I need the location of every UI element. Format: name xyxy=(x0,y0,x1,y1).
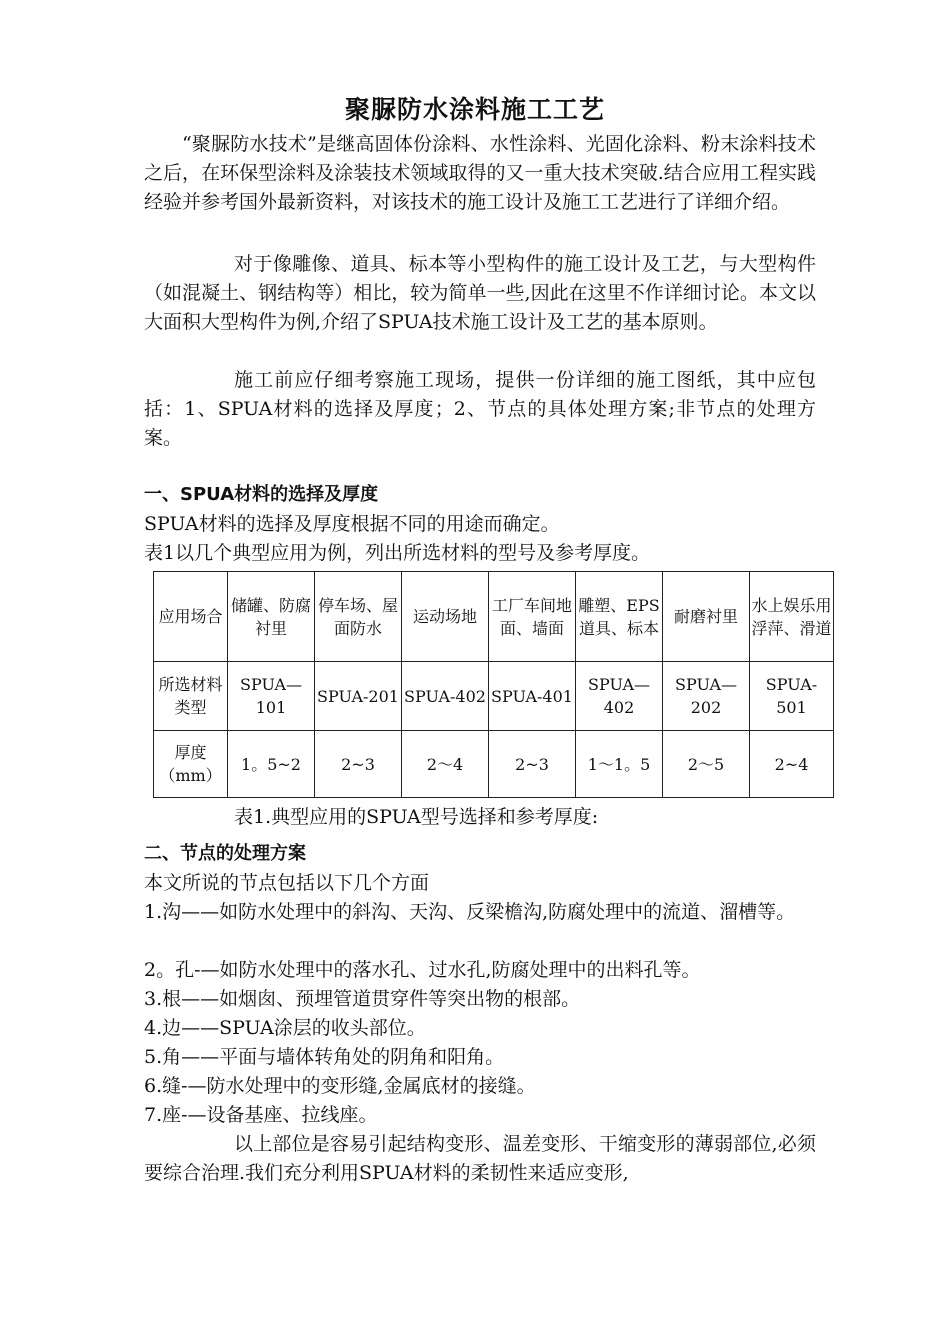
table-cell: 1。5~2 xyxy=(228,731,315,798)
list-item: 6.缝-—防水处理中的变形缝,金属底材的接缝。 xyxy=(144,1075,536,1097)
section-1-heading: 一、SPUA材料的选择及厚度 xyxy=(144,484,379,505)
table-cell: SPUA-402 xyxy=(402,662,489,731)
section-2-heading: 二、节点的处理方案 xyxy=(144,843,306,864)
table-cell: 雕塑、EPS道具、标本 xyxy=(576,572,663,662)
intro-paragraph-2: 对于像雕像、道具、标本等小型构件的施工设计及工艺，与大型构件（如混凝土、钢结构等）相比，较为简单一些,因此在这里不作详细讨论。本文以大面积大型构件为例,介绍了SPUA技术施工设计及工艺的基本原则。 xyxy=(144,253,816,333)
table-caption: 表1.典型应用的SPUA型号选择和参考厚度: xyxy=(234,806,599,828)
section-2-intro: 本文所说的节点包括以下几个方面 xyxy=(144,872,430,894)
table-cell: SPUA—202 xyxy=(663,662,750,731)
table-row xyxy=(154,662,834,731)
list-item: 5.角——平面与墙体转角处的阴角和阳角。 xyxy=(144,1046,505,1068)
table-cell: SPUA-201 xyxy=(315,662,402,731)
table-cell: 应用场合 xyxy=(154,572,228,662)
table-cell: 停车场、屋面防水 xyxy=(315,572,402,662)
table-cell: SPUA—101 xyxy=(228,662,315,731)
list-item: 4.边——SPUA涂层的收头部位。 xyxy=(144,1017,426,1039)
table-cell: 水上娱乐用浮萍、滑道 xyxy=(750,572,834,662)
table-cell: 耐磨衬里 xyxy=(663,572,750,662)
table-cell: 储罐、防腐衬里 xyxy=(228,572,315,662)
table-cell: 2~3 xyxy=(489,731,576,798)
document-title: 聚脲防水涂料施工工艺 xyxy=(344,95,605,124)
table-row xyxy=(154,572,834,662)
intro-paragraph-1: “聚脲防水技术”是继高固体份涂料、水性涂料、光固化涂料、粉末涂料技术之后，在环保型涂料及涂装技术领域取得的又一重大技术突破.结合应用工程实践经验并参考国外最新资料，对该技术的施工设计及施工工艺进行了详细介绍。 xyxy=(144,133,816,213)
table-cell: SPUA-401 xyxy=(489,662,576,731)
table-cell: 所选材料类型 xyxy=(154,662,228,731)
section-1-line-2: 表1以几个典型应用为例，列出所选材料的型号及参考厚度。 xyxy=(144,542,651,564)
table-cell: SPUA—402 xyxy=(576,662,663,731)
table-cell: 工厂车间地面、墙面 xyxy=(489,572,576,662)
table-cell: 1～1。5 xyxy=(576,731,663,798)
list-item: 7.座-—设备基座、拉线座。 xyxy=(144,1104,378,1126)
table-cell: 厚度（mm） xyxy=(154,731,228,798)
table-cell: 2~4 xyxy=(750,731,834,798)
table-cell: 2～4 xyxy=(402,731,489,798)
table-row xyxy=(154,731,834,798)
list-item: 2。孔-—如防水处理中的落水孔、过水孔,防腐处理中的出料孔等。 xyxy=(144,959,701,981)
table-cell: SPUA-501 xyxy=(750,662,834,731)
section-1-line-1: SPUA材料的选择及厚度根据不同的用途而确定。 xyxy=(144,513,560,535)
section-2-closing-paragraph: 以上部位是容易引起结构变形、温差变形、干缩变形的薄弱部位,必须要综合治理.我们充分利用SPUA材料的柔韧性来适应变形, xyxy=(144,1133,816,1184)
table-cell: 2～5 xyxy=(663,731,750,798)
spua-selection-table xyxy=(153,571,834,798)
intro-paragraph-3: 施工前应仔细考察施工现场，提供一份详细的施工图纸，其中应包括：1、SPUA材料的选择及厚度；2、节点的具体处理方案;非节点的处理方案。 xyxy=(144,369,816,449)
list-item: 3.根——如烟囱、预埋管道贯穿件等突出物的根部。 xyxy=(144,988,581,1010)
list-item: 1.沟——如防水处理中的斜沟、天沟、反梁檐沟,防腐处理中的流道、溜槽等。 xyxy=(144,901,796,923)
table-cell: 运动场地 xyxy=(402,572,489,662)
table-cell: 2~3 xyxy=(315,731,402,798)
